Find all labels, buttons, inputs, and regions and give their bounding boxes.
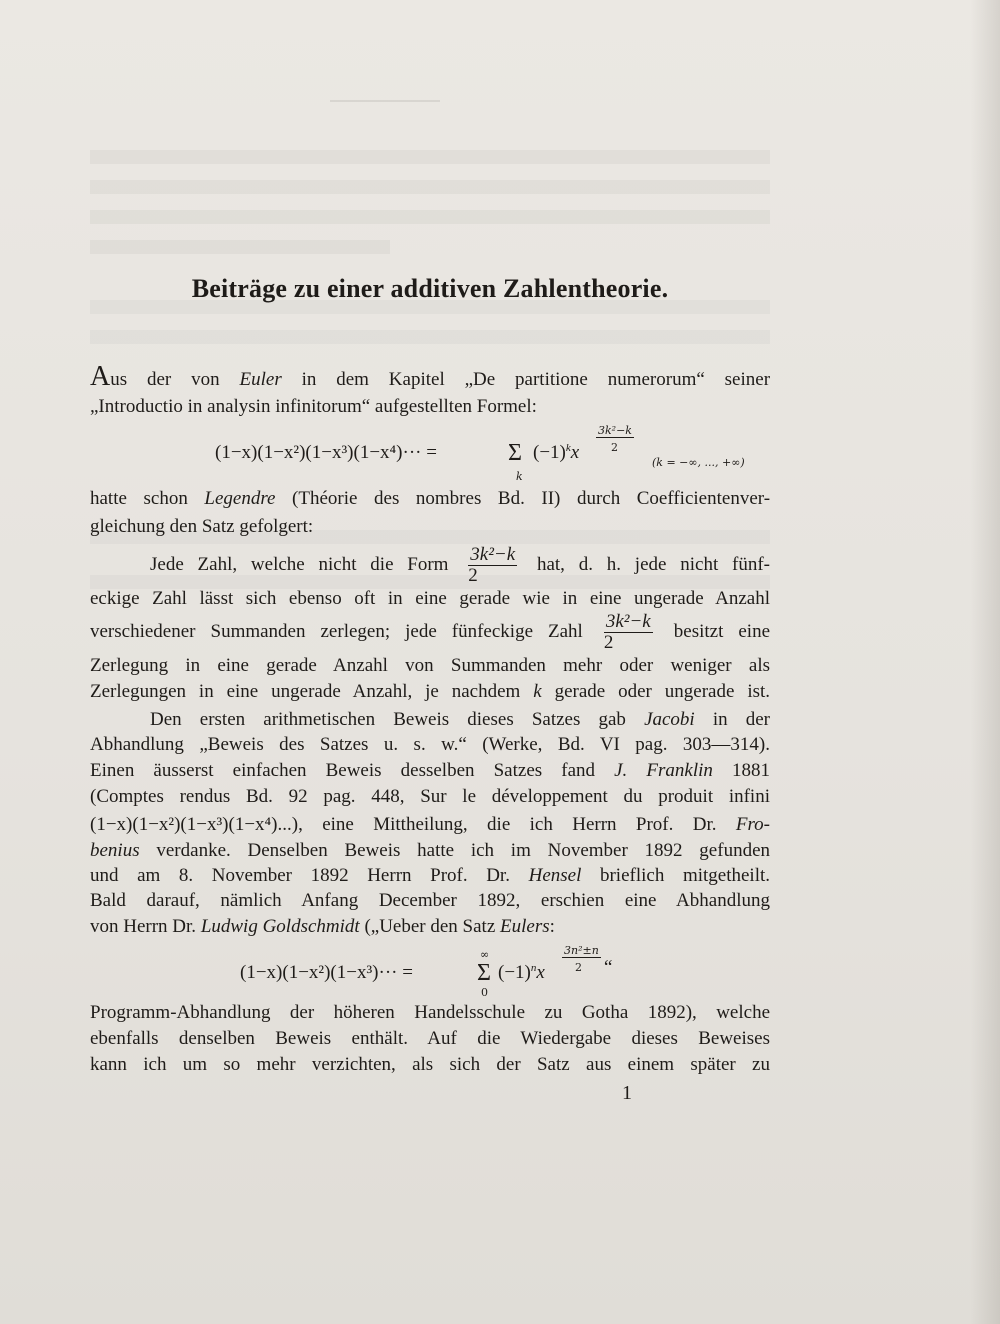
paragraph-line: benius verdanke. Denselben Beweis hatte ich im November 1892 gefunden	[90, 840, 770, 861]
paragraph-line: gleichung den Satz gefolgert:	[90, 516, 314, 537]
page-number: 1	[622, 1082, 632, 1104]
paragraph-line: Jede Zahl, welche nicht die Form $\frac{\text{3k²−k}}{2}$ hat, d. h. jede nicht fünf-	[150, 544, 770, 587]
paragraph-line: eckige Zahl lässt sich ebenso oft in eine gerade wie in eine ungerade Anzahl	[90, 588, 770, 609]
paragraph-line: Abhandlung „Beweis des Satzes u. s. w.“ (Werke, Bd. VI pag. 303—314).	[90, 734, 770, 755]
author-name-legendre: Legendre	[204, 488, 276, 509]
page-spine-shadow	[970, 0, 1000, 1324]
paragraph-line: hatte schon Legendre (Théorie des nombres Bd. II) durch Coefficientenver-	[90, 488, 771, 509]
paragraph-line: von Herrn Dr. Ludwig Goldschmidt („Ueber den Satz Eulers:	[90, 916, 555, 937]
drop-cap: A	[90, 361, 111, 392]
paragraph-line: Zerlegung in eine gerade Anzahl von Summanden mehr oder weniger als	[90, 655, 770, 676]
paragraph-line: Aus der von Euler in dem Kapitel „De partitione numerorum“ seiner	[90, 361, 771, 392]
paragraph-line: verschiedener Summanden zerlegen; jede fünfeckige Zahl $\frac{\text{3k²−k}}{2}$ besitzt eine	[90, 611, 771, 654]
book-page: Beiträge zu einer additiven Zahlentheorie. Aus der von Euler in dem Kapitel „De partitione numerorum“ seiner „Introductio in analysin infinitorum“ aufgestellten Formel: (1−x)(1−x²)(1−x³)(1−x⁴)··· = Σ k $(-1)^kx$ 3k²−k 2 (k = −∞, ..., +∞) hatte schon Legendre (Théorie des nombres Bd. II) durch Coefficientenver- gleichung den Satz gefolgert: Jede Zahl, welche nicht die Form $\frac{\text{3k²−k}}{2}$ hat, d. h. jede nicht fünf- eckige Zahl lässt sich ebenso oft in eine gerade wie in eine ungerade Anzahl verschiedener Summanden zerlegen; jede fünfeckige Zahl $\frac{\text{3k²−k}}{2}$ besitzt eine Zerlegung in eine gerade Anzahl von Summanden mehr oder weniger als Zerlegungen in eine ungerade Anzahl, je nachdem k gerade oder ungerade ist. Den ersten arithmetischen Beweis dieses Satzes gab Jacobi in der Abhandlung „Beweis des Satzes u. s. w.“ (Werke, Bd. VI pag. 303—314). Einen äusserst einfachen Beweis desselben Satzes fand J. Franklin 1881 (Comptes rendus Bd. 92 pag. 448, Sur le développement du produit infini (1−x)(1−x²)(1−x³)(1−x⁴)...), eine Mittheilung, die ich Herrn Prof. Dr. Fro- benius verdanke. Denselben Beweis hatte ich im November 1892 gefunden und am 8. November 1892 Herrn Prof. Dr. Hensel brieflich mitgetheilt. Bald darauf, nämlich Anfang December 1892, erschien eine Abhandlung von Herrn Dr. Ludwig Goldschmidt („Ueber den Satz Eulers: (1−x)(1−x²)(1−x³)··· = ∞ Σ 0 $(-1)^nx$ 3n²±n 2 “ Programm-Abhandlung der höheren Handelsschule zu Gotha 1892), welche ebenfalls denselben Beweis enthält. Auf die Wiedergabe dieses Beweises kann ich um so mehr verzichten, als sich der Satz aus einem später zu 1	[0, 0, 1000, 1324]
article-title: Beiträge zu einer additiven Zahlentheorie.	[191, 274, 669, 303]
paragraph-line: Den ersten arithmetischen Beweis dieses Satzes gab Jacobi in der	[150, 709, 771, 730]
fraction-pentagonal: $\frac{\text{3k²−k}}{2}$	[468, 544, 516, 587]
fraction-pentagonal: $\frac{\text{3k²−k}}{2}$	[603, 611, 651, 654]
paragraph-line: kann ich um so mehr verzichten, als sich der Satz aus einem später zu	[90, 1054, 770, 1075]
paragraph-line: (1−x)(1−x²)(1−x³)(1−x⁴)...), eine Mittheilung, die ich Herrn Prof. Dr. Fro-	[90, 814, 770, 835]
author-name-jacobi: Jacobi	[644, 709, 695, 730]
paragraph-line: ebenfalls denselben Beweis enthält. Auf die Wiedergabe dieses Beweises	[90, 1028, 770, 1049]
paragraph-line: Programm-Abhandlung der höheren Handelsschule zu Gotha 1892), welche	[90, 1002, 770, 1023]
author-name-hensel: Hensel	[528, 865, 582, 886]
paragraph-line: (Comptes rendus Bd. 92 pag. 448, Sur le développement du produit infini	[90, 786, 770, 807]
paragraph-line: und am 8. November 1892 Herrn Prof. Dr. Hensel brieflich mitgetheilt.	[90, 865, 771, 886]
author-name-frobenius: Fro-	[735, 814, 770, 835]
paragraph-line: „Introductio in analysin infinitorum“ aufgestellten Formel:	[90, 396, 537, 417]
author-name-goldschmidt: Ludwig Goldschmidt	[200, 916, 360, 937]
author-name-euler: Euler	[239, 369, 282, 390]
paragraph-line: Bald darauf, nämlich Anfang December 1892, erschien eine Abhandlung	[90, 890, 770, 911]
author-name-franklin: J. Franklin	[614, 760, 713, 781]
paragraph-line: Zerlegungen in eine ungerade Anzahl, je nachdem k gerade oder ungerade ist.	[90, 681, 771, 702]
paragraph-line: Einen äusserst einfachen Beweis desselben Satzes fand J. Franklin 1881	[90, 760, 771, 781]
